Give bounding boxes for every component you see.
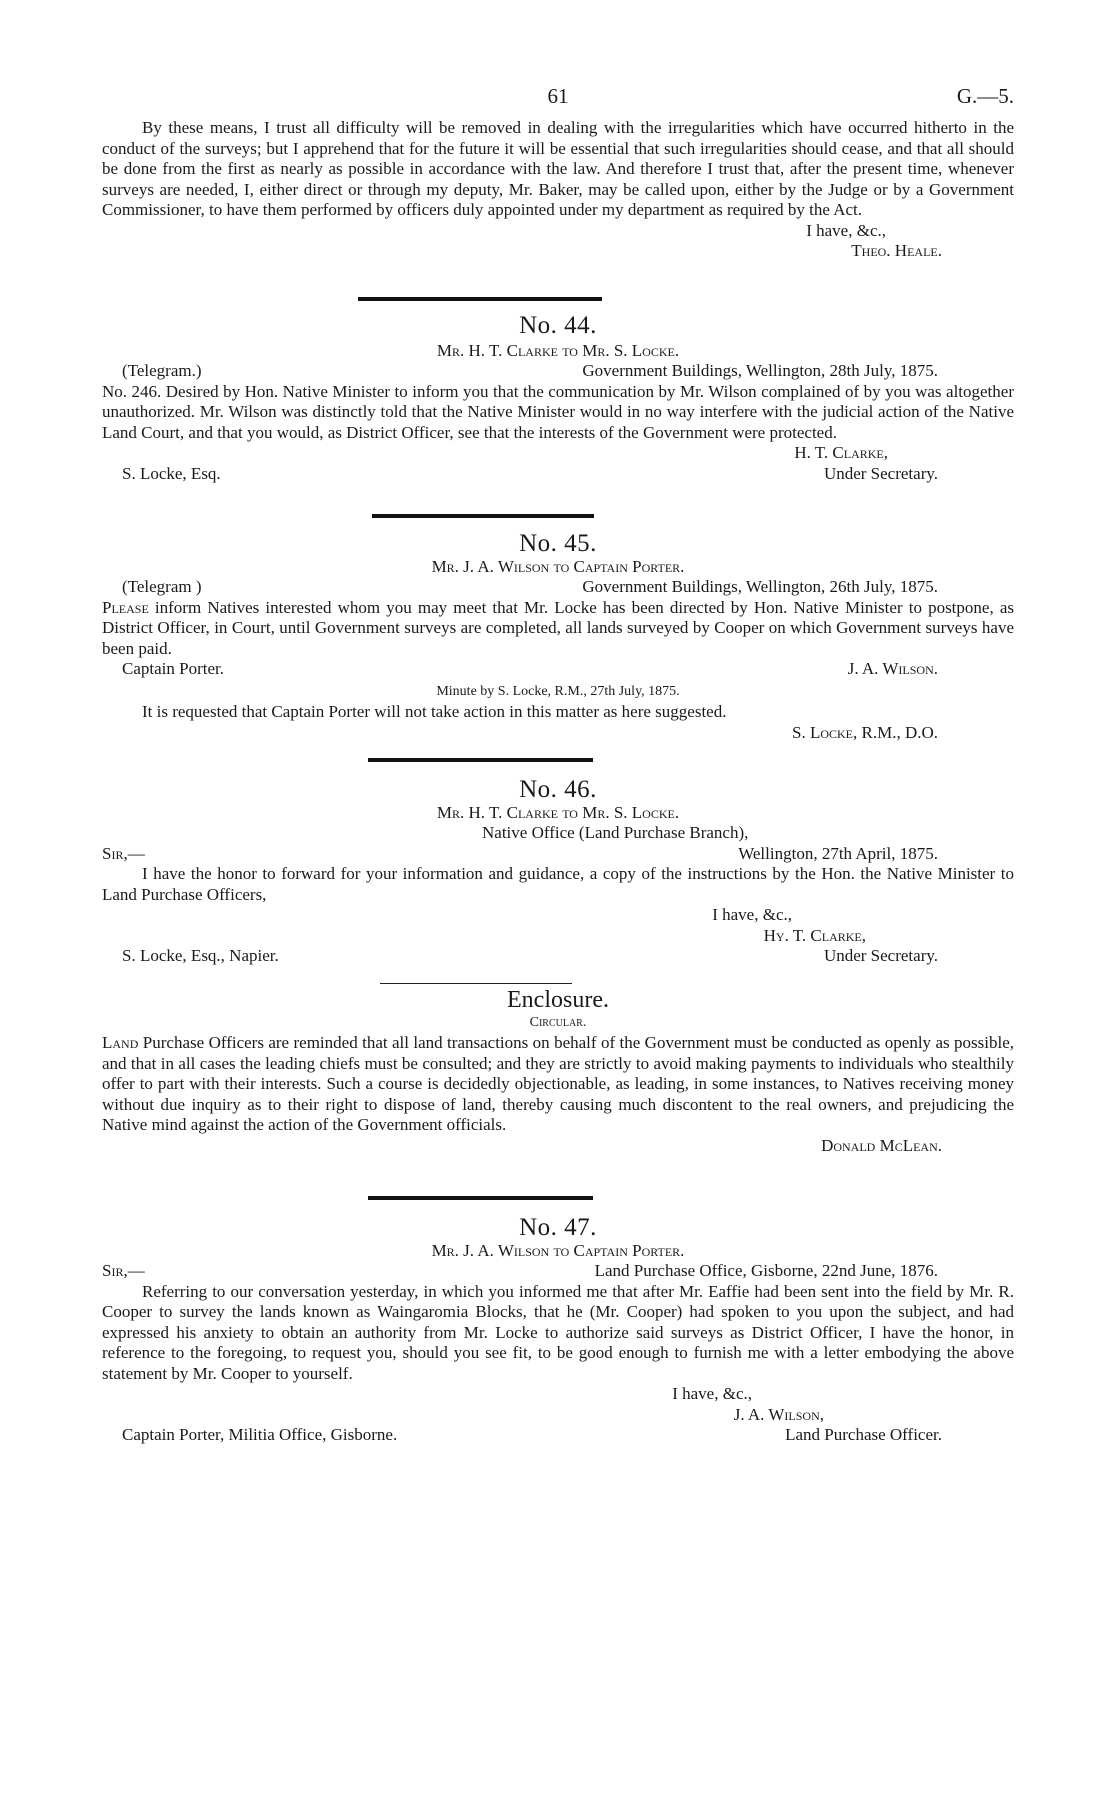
letter-title: Mr. J. A. Wilson to Captain Porter. bbox=[431, 1240, 685, 1260]
body-lead: Please bbox=[102, 597, 149, 617]
office-line: Native Office (Land Purchase Branch), bbox=[482, 823, 749, 842]
letter-position: Under Secretary. bbox=[823, 946, 938, 965]
enclosure bbox=[102, 987, 1014, 1156]
letter-body bbox=[102, 598, 1014, 660]
letter-addressee: Captain Porter, Militia Office, Gisborne. bbox=[122, 1425, 398, 1444]
letter-meta bbox=[102, 844, 1014, 865]
minute-signature: S. Locke, R.M., D.O. bbox=[791, 722, 938, 742]
letter-signature: Hy. T. Clarke, bbox=[763, 925, 866, 945]
letter-number: No. 46. bbox=[519, 776, 597, 803]
body-lead: Land bbox=[102, 1033, 139, 1052]
place-date: Land Purchase Office, Gisborne, 22nd June, 1876. bbox=[594, 1261, 938, 1280]
letter-addressee: Captain Porter. bbox=[122, 659, 224, 678]
letter-closing: I have, &c., bbox=[672, 1384, 752, 1403]
place-date: Wellington, 27th April, 1875. bbox=[738, 843, 938, 863]
salutation: Sir,— bbox=[102, 1261, 145, 1280]
place-date: Government Buildings, Wellington, 28th July, 1875. bbox=[582, 361, 938, 380]
page-header bbox=[102, 86, 1014, 114]
letter-title: Mr. H. T. Clarke to Mr. S. Locke. bbox=[436, 802, 680, 822]
section-divider bbox=[368, 758, 593, 762]
minute-body: It is requested that Captain Porter will not take action in this matter as here suggested. bbox=[142, 702, 727, 721]
letter-number: No. 44. bbox=[519, 312, 597, 339]
section-divider bbox=[358, 297, 602, 301]
intro-paragraph: By these means, I trust all difficulty will be removed in dealing with the irregularities which have occurred hitherto in the conduct of the surveys; but I apprehend that for the future it will be essential that such irregularities should cease, and that all should be done from the first as nearly as possible in accordance with the law. And therefore I trust that, after the present time, whenever surveys are needed, I, either direct or through my deputy, Mr. Baker, may be called upon, either by the Judge or by a Government Commissioner, to have them performed by officers duly appointed under my department as required by the Act. bbox=[102, 118, 1014, 219]
letter-title: Mr. H. T. Clarke to Mr. S. Locke. bbox=[436, 340, 680, 360]
letter-closing: I have, &c., bbox=[712, 905, 792, 924]
intro-section bbox=[102, 118, 1014, 262]
place-date: Government Buildings, Wellington, 26th July, 1875. bbox=[582, 577, 938, 596]
intro-closing: I have, &c., bbox=[806, 220, 886, 240]
letter-no47 bbox=[102, 1214, 1014, 1446]
letter-addressee: S. Locke, Esq. bbox=[122, 463, 221, 483]
letter-footer bbox=[102, 659, 1014, 680]
letter-no46 bbox=[102, 776, 1014, 967]
letter-body: Referring to our conversation yesterday, in which you informed me that after Mr. Eaffie had been sent into the field by Mr. R. Cooper to survey the lands known as Waingaromia Blocks, that he (Mr. Cooper) had spoken to you upon the subject, and had expressed his anxiety to obtain an authority from Mr. Locke to authorize said surveys as District Officer, I have the honor, in reference to the foregoing, to request you, should you see fit, to be good enough to furnish me with a letter embodying the above statement by Mr. Cooper to yourself. bbox=[102, 1281, 1014, 1383]
letter-footer bbox=[102, 1425, 1014, 1446]
letter-kind: (Telegram ) bbox=[122, 577, 202, 596]
page-number: 61 bbox=[547, 84, 569, 108]
letter-footer bbox=[102, 946, 1014, 967]
letter-no45 bbox=[102, 530, 1014, 743]
letter-title: Mr. J. A. Wilson to Captain Porter. bbox=[431, 556, 685, 576]
body-text: Purchase Officers are reminded that all land transactions on behalf of the Government must be conducted as openly as possible, and that in all cases the leading chiefs must be consulted; and they are strictly to avoid making payments to individuals who stealthily offer to part with their interests. Such a course is decidedly objectionable, as leading, in some instances, to Natives receiving money without due inquiry as to their right to dispose of land, thereby causing much discontent to the real owners, and prejudicing the Native mind against the action of the Government officials. bbox=[102, 1033, 1014, 1134]
letter-meta bbox=[102, 361, 1014, 382]
letter-body: No. 246. Desired by Hon. Native Minister to inform you that the communication by Mr. Wilson complained of by you was altogether unauthorized. Mr. Wilson was distinctly told that the Native Minister would in no way interfere with the judicial action of the Native Land Court, and that you would, as District Officer, see that the interests of the Government were protected. bbox=[102, 381, 1014, 442]
letter-signature: J. A. Wilson. bbox=[847, 659, 938, 678]
letter-number: No. 47. bbox=[519, 1214, 597, 1241]
intro-signature: Theo. Heale. bbox=[851, 241, 942, 260]
enclosure-divider bbox=[380, 983, 572, 984]
salutation: Sir,— bbox=[102, 843, 145, 863]
document-page bbox=[102, 0, 1014, 1805]
body-text: inform Natives interested whom you may meet that Mr. Locke has been directed by Hon. Native Minister to postpone, as District Officer, in Court, until Government surveys are completed, all lands surveyed by Cooper on which Government surveys have been paid. bbox=[102, 597, 1014, 658]
letter-meta bbox=[102, 577, 1014, 598]
enclosure-heading: Enclosure. bbox=[507, 987, 609, 1013]
letter-number: No. 45. bbox=[519, 530, 597, 557]
enclosure-signature: Donald McLean. bbox=[821, 1135, 942, 1155]
section-divider bbox=[372, 514, 594, 518]
letter-no44 bbox=[102, 312, 1014, 484]
letter-body: I have the honor to forward for your information and guidance, a copy of the instructions by the Hon. the Native Minister to Land Purchase Officers, bbox=[102, 864, 1014, 904]
letter-kind: (Telegram.) bbox=[122, 361, 202, 380]
enclosure-body bbox=[102, 1033, 1014, 1136]
letter-signature: H. T. Clarke, bbox=[794, 443, 888, 462]
enclosure-subheading: Circular. bbox=[529, 1014, 587, 1030]
letter-position: Land Purchase Officer. bbox=[785, 1425, 942, 1444]
letter-meta bbox=[102, 1261, 1014, 1282]
letter-signature: J. A. Wilson, bbox=[733, 1404, 824, 1424]
letter-position: Under Secretary. bbox=[823, 463, 938, 483]
section-divider bbox=[368, 1196, 593, 1200]
minute-heading: Minute by S. Locke, R.M., 27th July, 1875. bbox=[436, 683, 680, 699]
letter-footer bbox=[102, 464, 1014, 485]
letter-addressee: S. Locke, Esq., Napier. bbox=[122, 946, 279, 965]
section-code: G.—5. bbox=[956, 84, 1014, 108]
